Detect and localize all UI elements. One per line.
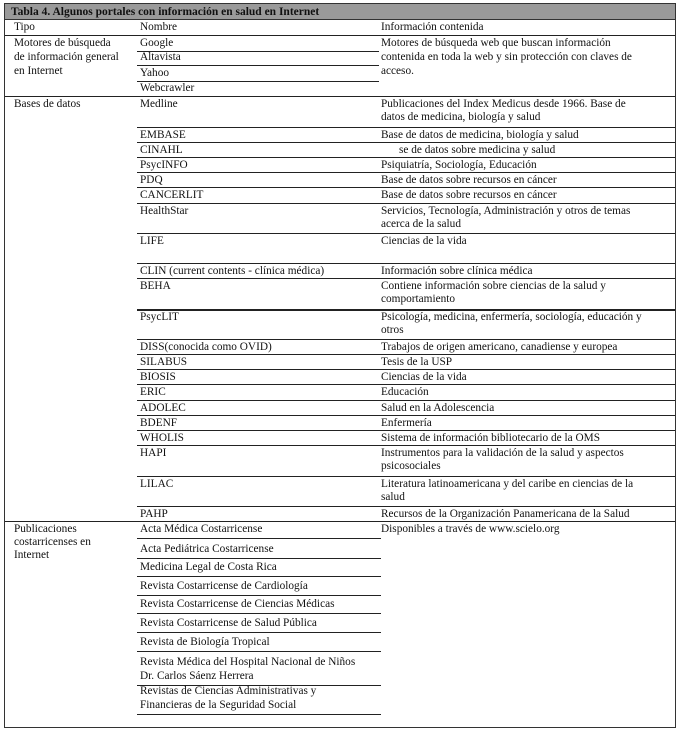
database-info: otros — [381, 324, 404, 336]
info-text: Disponibles a través de www.scielo.org — [381, 523, 560, 535]
section-divider — [5, 521, 675, 522]
database-info: Ciencias de la vida — [381, 371, 467, 383]
category-label: Internet — [14, 549, 50, 561]
header-info: Información contenida — [381, 21, 484, 33]
database-name: PsycINFO — [140, 159, 188, 171]
header-tipo: Tipo — [14, 21, 35, 33]
portal-name: Webcrawler — [140, 82, 195, 94]
row-divider — [137, 506, 675, 507]
info-text: contenida en toda la web y sin protección con claves de — [381, 51, 632, 63]
database-info: Recursos de la Organización Panamericana de la Salud — [381, 508, 630, 520]
database-info: Base de datos sobre recursos en cáncer — [381, 189, 557, 201]
database-info: Información sobre clínica médica — [381, 265, 533, 277]
name-divider — [137, 65, 379, 66]
database-info: salud — [381, 491, 405, 503]
journal-underline — [137, 576, 381, 577]
row-divider — [137, 187, 675, 188]
journal-name: Revistas de Ciencias Administrativas y — [140, 685, 317, 697]
database-info: Instrumentos para la validación de la salud y aspectos — [381, 447, 624, 459]
database-name: BEHA — [140, 280, 171, 292]
database-info: Psicología, medicina, enfermería, sociología, educación y — [381, 311, 642, 323]
database-info: Servicios, Tecnología, Administración y otros de temas — [381, 205, 631, 217]
database-info: psicosociales — [381, 460, 441, 472]
journal-name: Financieras de la Seguridad Social — [140, 699, 297, 711]
database-name: CANCERLIT — [140, 189, 204, 201]
database-name: Medline — [140, 98, 178, 110]
header-nombre: Nombre — [140, 21, 178, 33]
info-text: acceso. — [381, 65, 414, 77]
journal-underline — [137, 558, 381, 559]
database-name: HealthStar — [140, 205, 189, 217]
database-name: CINAHL — [140, 144, 183, 156]
database-name: HAPI — [140, 447, 167, 459]
row-divider — [137, 476, 675, 477]
database-info: Enfermería — [381, 417, 432, 429]
database-name: SILABUS — [140, 356, 188, 368]
category-label: costarricenses en — [14, 536, 91, 548]
database-name: BDENF — [140, 417, 178, 429]
row-divider — [137, 369, 675, 370]
database-info: Literatura latinoamericana y del caribe en ciencias de la — [381, 478, 634, 490]
database-name: PAHP — [140, 508, 168, 520]
database-info: Educación — [381, 386, 429, 398]
database-name: PsycLIT — [140, 311, 179, 323]
category-label: de información general — [14, 51, 119, 63]
table-document — [4, 3, 676, 728]
portal-name: Google — [140, 37, 174, 49]
database-info: acerca de la salud — [381, 218, 461, 230]
database-name: WHOLIS — [140, 432, 184, 444]
row-divider — [137, 400, 675, 401]
journal-name: Medicina Legal de Costa Rica — [140, 561, 277, 573]
database-info: Sistema de información bibliotecario de la OMS — [381, 432, 600, 444]
journal-name: Revista Médica del Hospital Nacional de Niños — [140, 656, 356, 668]
portal-name: Yahoo — [140, 67, 169, 79]
row-divider — [137, 354, 675, 355]
journal-underline — [137, 651, 381, 652]
database-info: Psiquiatría, Sociología, Educación — [381, 159, 537, 171]
database-name: ADOLEC — [140, 402, 186, 414]
row-divider — [137, 203, 675, 204]
database-info: Tesis de la USP — [381, 356, 453, 368]
category-label: Motores de búsqueda — [14, 37, 111, 49]
database-info: Base de datos de medicina, biología y salud — [381, 129, 579, 141]
journal-name: Revista Costarricense de Cardiología — [140, 580, 308, 592]
table-title: Tabla 4. Algunos portales con información en salud en Internet — [5, 4, 675, 20]
database-info: Trabajos de origen americano, canadiense y europea — [381, 341, 618, 353]
header-divider — [5, 35, 675, 36]
row-divider — [137, 263, 675, 264]
journal-name: Revista Costarricense de Ciencias Médicas — [140, 598, 335, 610]
journal-underline — [137, 538, 381, 539]
journal-underline — [137, 714, 381, 715]
category-label: Publicaciones — [14, 523, 77, 535]
info-text: Motores de búsqueda web que buscan información — [381, 37, 611, 49]
row-divider — [137, 233, 675, 234]
database-name: ERIC — [140, 386, 166, 398]
row-divider — [137, 415, 675, 416]
journal-name: Revista de Biología Tropical — [140, 636, 270, 648]
database-name: LILAC — [140, 478, 174, 490]
database-name: LIFE — [140, 235, 164, 247]
database-name: DISS(conocida como OVID) — [140, 341, 272, 353]
journal-name: Revista Costarricense de Salud Pública — [140, 617, 317, 629]
row-divider — [137, 339, 675, 340]
journal-name: Acta Médica Costarricense — [140, 523, 263, 535]
journal-underline — [137, 613, 381, 614]
database-info: se de datos sobre medicina y salud — [399, 144, 556, 156]
row-divider — [137, 127, 675, 128]
row-divider — [137, 142, 675, 143]
category-label: en Internet — [14, 65, 63, 77]
database-info: Contiene información sobre ciencias de la salud y — [381, 280, 606, 292]
section-divider — [5, 96, 675, 97]
database-info: Salud en la Adolescencia — [381, 402, 495, 414]
database-name: PDQ — [140, 174, 163, 186]
database-info: Publicaciones del Index Medicus desde 1966. Base de — [381, 98, 626, 110]
row-divider — [137, 278, 675, 279]
row-divider — [137, 172, 675, 173]
category-label: Bases de datos — [14, 98, 81, 110]
journal-underline — [137, 595, 381, 596]
row-divider — [137, 445, 675, 446]
journal-name: Acta Pediátrica Costarricense — [140, 543, 274, 555]
database-name: BIOSIS — [140, 371, 176, 383]
journal-name: Dr. Carlos Sáenz Herrera — [140, 670, 254, 682]
row-divider — [137, 430, 675, 431]
portal-name: Altavista — [140, 51, 181, 63]
database-info: Ciencias de la vida — [381, 235, 467, 247]
journal-underline — [137, 632, 381, 633]
row-divider — [137, 384, 675, 385]
database-name: CLIN (current contents - clínica médica) — [140, 265, 325, 277]
database-info: datos de medicina, biología y salud — [381, 111, 541, 123]
database-info: Base de datos sobre recursos en cáncer — [381, 174, 557, 186]
database-name: EMBASE — [140, 129, 186, 141]
row-divider — [137, 157, 675, 158]
database-info: comportamiento — [381, 293, 456, 305]
